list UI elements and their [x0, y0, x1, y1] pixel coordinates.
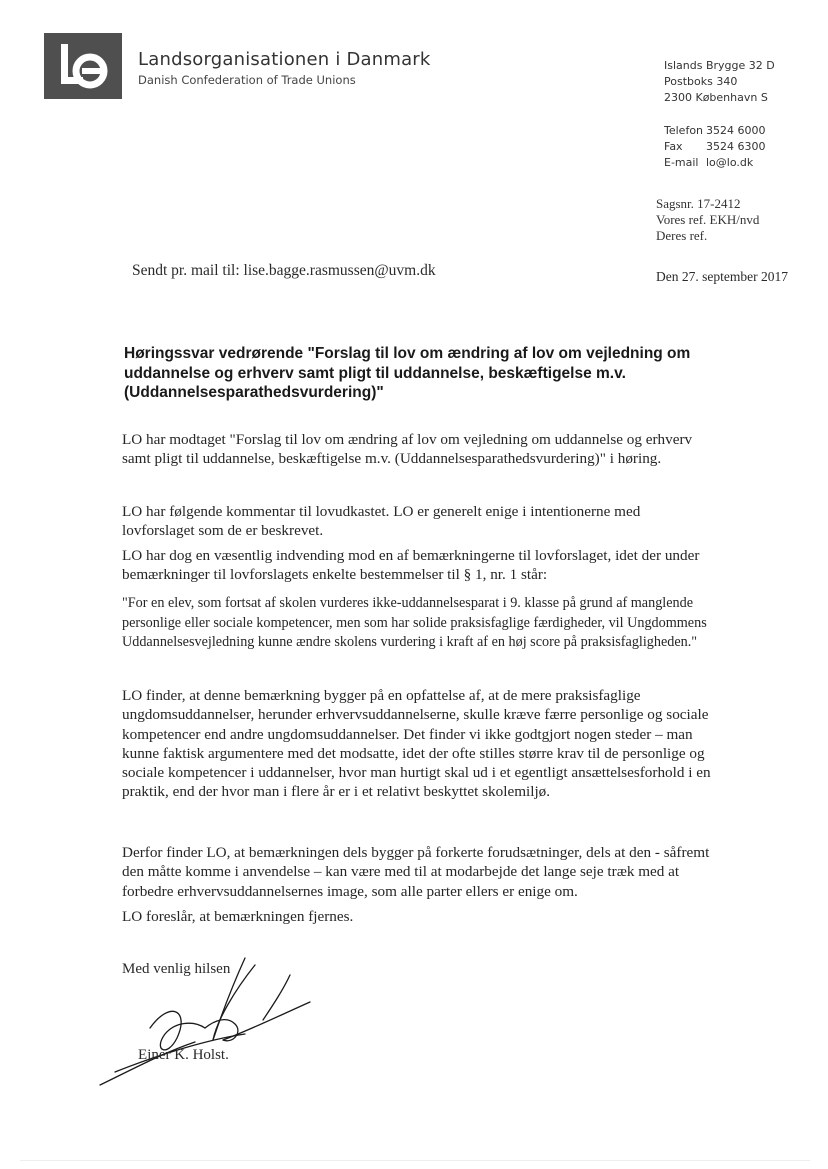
handwritten-signature	[95, 950, 325, 1090]
body-paragraph: LO finder, at denne bemærkning bygger på en opfattelse af, at de mere praksisfaglige ungdomsuddannelser, herunder erhvervsuddannelserne, skulle kræve færre personlige og sociale kompetencer end andre ungdomsuddannelser. Det finder vi ikke godtgjort nogen steder – man kunne faktisk argumentere med det modsatte, idet der ofte stilles større krav til de personlige og sociale kompetencer i uddannelser, hvor man hurtigt skal ud i et egentligt ansættelsesforhold i en praktik, end der hvor man i flere år er i et relativt beskyttet skolemiljø.	[122, 687, 711, 801]
contact-fax	[664, 139, 766, 155]
signatory-name: Ejner K. Holst.	[138, 1047, 229, 1063]
contact-value: 3524 6000	[706, 124, 766, 137]
quoted-passage: "For en elev, som fortsat af skolen vurderes ikke-uddannelsesparat i 9. klasse på grund af manglende personlige eller sociale kompetencer, men som har solide praksisfaglige færdigheder, vil Ungdommens Uddannelsesvejledning kunne ændre skolens vurdering i kraft af en høj score på praksisfagligheden."	[122, 595, 707, 650]
our-reference: Vores ref. EKH/nvd	[656, 212, 760, 227]
page-edge	[20, 1160, 810, 1161]
letter-date: Den 27. september 2017	[656, 269, 788, 284]
body-paragraph: LO har følgende kommentar til lovudkastet. LO er generelt enige i intentionerne med lovforslaget som de er beskrevet.	[122, 503, 641, 540]
sent-line: Sendt pr. mail til: lise.bagge.rasmussen@uvm.dk	[132, 262, 436, 279]
lo-logo-icon	[44, 33, 122, 99]
letter-subject: Høringssvar vedrørende "Forslag til lov om ændring af lov om vejledning om uddannelse og erhverv samt pligt til uddannelse, beskæftigelse m.v. (Uddannelsesparathedsvurdering)"	[124, 345, 691, 401]
contact-label: E-mail	[664, 156, 699, 169]
closing-greeting: Med venlig hilsen	[122, 961, 231, 977]
contact-phone	[664, 123, 766, 139]
address-line: Postboks 340	[664, 75, 738, 88]
contact-email	[664, 155, 766, 171]
body-paragraph: LO har modtaget "Forslag til lov om ændring af lov om vejledning om uddannelse og erhverv samt pligt til uddannelse, beskæftigelse m.v. (Uddannelsesparathedsvurdering)" i høring.	[122, 431, 693, 468]
contact-block	[664, 123, 766, 171]
contact-value: lo@lo.dk	[706, 156, 754, 169]
contact-label: Telefon	[664, 124, 704, 137]
contact-label: Fax	[664, 140, 683, 153]
reference-block	[656, 196, 759, 244]
org-name: Landsorganisationen i Danmark	[138, 49, 431, 70]
contact-value: 3524 6300	[706, 140, 766, 153]
body-paragraph: Derfor finder LO, at bemærkningen dels bygger på forkerte forudsætninger, dels at den - såfremt den måtte komme i anvendelse – kan være med til at modarbejde det lange seje træk med at forbedre erhvervsuddannelsernes image, som alle parter ellers er enige om.	[122, 844, 710, 900]
address-line: Islands Brygge 32 D	[664, 59, 775, 72]
lo-logo	[44, 33, 122, 99]
address-line: 2300 København S	[664, 91, 768, 104]
case-number: Sagsnr. 17-2412	[656, 196, 741, 211]
body-paragraph: LO foreslår, at bemærkningen fjernes.	[122, 908, 354, 925]
address-block	[664, 58, 775, 106]
body-paragraph: LO har dog en væsentlig indvending mod en af bemærkningerne til lovforslaget, idet der under bemærkninger til lovforslagets enkelte bestemmelser til § 1, nr. 1 står:	[122, 547, 700, 584]
org-subtitle: Danish Confederation of Trade Unions	[138, 73, 356, 87]
your-reference: Deres ref.	[656, 228, 708, 243]
